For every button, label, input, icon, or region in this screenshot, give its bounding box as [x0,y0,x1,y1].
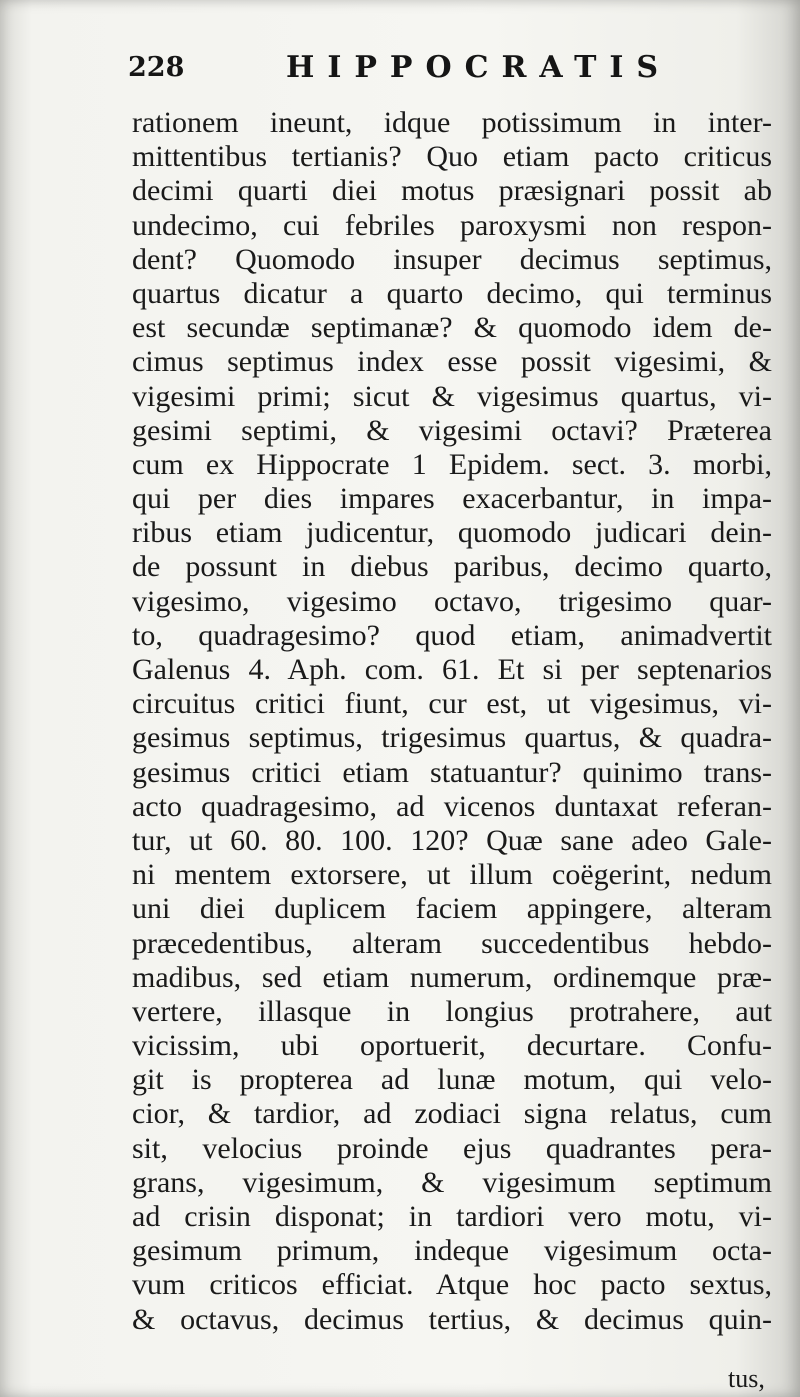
text-line: vigesimo, vigesimo octavo, trigesimo quar- [132,584,772,618]
text-line: cum ex Hippocrate 1 Epidem. sect. 3. morbi, [132,447,772,481]
text-line: git is propterea ad lunæ motum, qui velo- [132,1063,772,1097]
text-line: madibus, sed etiam numerum, ordinemque præ- [132,960,772,994]
text-line: cimus septimus index esse possit vigesimi, & [132,345,772,379]
text-line: grans, vigesimum, & vigesimum septimum [132,1165,772,1199]
text-line: ribus etiam judicentur, quomodo judicari dein- [132,516,772,550]
text-line: de possunt in diebus paribus, decimo quarto, [132,550,772,584]
text-line: & octavus, decimus tertius, & decimus quin- [132,1302,772,1336]
text-line: mittentibus tertianis? Quo etiam pacto criticus [132,140,772,174]
text-line: gesimum primum, indeque vigesimum octa- [132,1234,772,1268]
text-line: undecimo, cui febriles paroxysmi non respon- [132,208,772,242]
text-line: ni mentem extorsere, ut illum coëgerint, nedum [132,858,772,892]
text-line: to, quadragesimo? quod etiam, animadvertit [132,618,772,652]
text-line: vicissim, ubi oportuerit, decurtare. Confu- [132,1029,772,1063]
text-line: gesimi septimi, & vigesimi octavi? Præterea [132,413,772,447]
body-text [132,106,772,1337]
text-line: tur, ut 60. 80. 100. 120? Quæ sane adeo Gale- [132,823,772,857]
text-line: cior, & tardior, ad zodiaci signa relatus, cum [132,1097,772,1131]
text-line: uni diei duplicem faciem appingere, alteram [132,892,772,926]
text-line: est secundæ septimanæ? & quomodo idem de- [132,311,772,345]
text-line: vertere, illasque in longius protrahere, aut [132,994,772,1028]
text-line: gesimus septimus, trigesimus quartus, & quadra- [132,721,772,755]
text-line: Galenus 4. Aph. com. 61. Et si per septenarios [132,653,772,686]
text-line: vigesimi primi; sicut & vigesimus quartus, vi- [132,379,772,413]
text-line: ad crisin disponat; in tardiori vero motu, vi- [132,1200,772,1233]
text-line: gesimus critici etiam statuantur? quinimo trans- [132,755,772,789]
text-line: acto quadragesimo, ad vicenos duntaxat referan- [132,789,772,823]
text-line: vum criticos efficiat. Atque hoc pacto sextus, [132,1268,772,1302]
text-line: decimi quarti diei motus præsignari possit ab [132,174,772,208]
text-line: præcedentibus, alteram succedentibus hebdo- [132,926,772,960]
text-line: dent? Quomodo insuper decimus septimus, [132,242,772,276]
text-line: circuitus critici fiunt, cur est, ut vigesimus, vi- [132,687,772,721]
text-line: quartus dicatur a quarto decimo, qui terminus [132,276,772,310]
text-line: sit, velocius proinde ejus quadrantes pera- [132,1131,772,1165]
running-head: HIPPOCRATIS [286,50,672,85]
page-number: 228 [128,52,185,83]
catchword: tus, [728,1364,765,1393]
page-header [128,50,768,94]
text-line: rationem ineunt, idque potissimum in inter- [132,106,772,139]
text-line: qui per dies impares exacerbantur, in impa- [132,482,772,516]
